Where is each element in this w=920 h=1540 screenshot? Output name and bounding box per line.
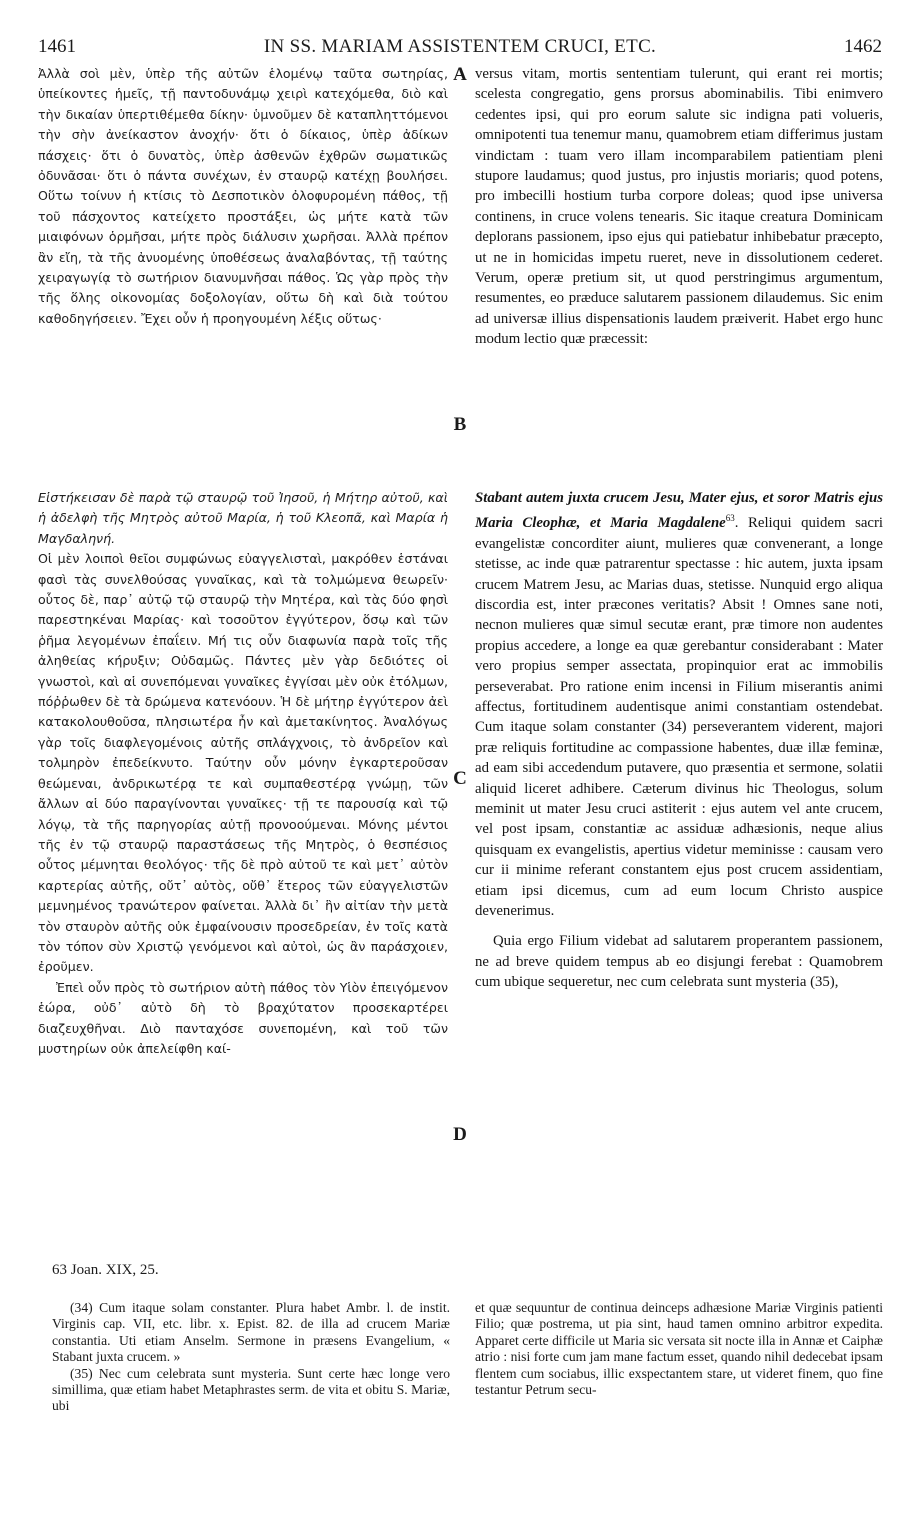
notes-right	[475, 1300, 883, 1398]
latin-column-top	[475, 64, 883, 350]
note-35: (35) Nec cum celebrata sunt mysteria. Sunt certe hæc longe vero simillima, quæ etiam habet Metaphrastes serm. de vita et obitu S. Mariæ, ubi	[52, 1365, 450, 1414]
page-number-right: 1462	[844, 36, 882, 57]
page-header	[38, 36, 882, 62]
greek-paragraph: Οἱ μὲν λοιποὶ θεῖοι συμφώνως εὐαγγελισταὶ, μακρόθεν ἑστάναι φασὶ τὰς συνελθούσας γυναῖκας, καὶ τὰ τολμώμενα θεωρεῖν· οὗτος δὲ, παρ᾽ αὐτῷ τῷ σταυρῷ τὴν Μητέρα, καὶ τὰς δύο φησὶ παρεστηκέναι Μαρίας· καὶ τοσοῦτον ἐγγύτερον, ὅσῳ καὶ τῶν ῥῆμα λεγομένων ἐπαΐειν. Μή τις οὖν διαφωνία παρὰ τοῖς τῆς ἀληθείας κήρυξιν; Οὐδαμῶς. Πάντες μὲν γὰρ δεδιότες οἱ γνωστοὶ, καὶ αἱ συνεπόμεναι γυναῖκες ἐγγίσαι μὲν οὐκ ἐτόλμων, πόῤῥωθεν δὲ τὰ δρώμενα κατενόουν. Ἡ δὲ μήτηρ ἐγγύτερον ἀεὶ κατακολουθοῦσα, πλησιωτέρα ἦν καὶ ἀμετακίνητος. Ἀναλόγως γὰρ τοῖς διαφλεγομένοις αὐτῆς σπλάγχνοις, τὸ ἀνδρεῖον καὶ τολμηρὸν ἐπεδείκνυτο. Ταύτην οὖν μόνην ἐγκαρτεροῦσαν θεώμεναι, ἀνδρικωτέρᾳ τε καὶ συμπαθεστέρᾳ γνώμῃ, τῶν ἄλλων αἱ δύο παραγίνονται γυναῖκες· τῇ τε παρουσίᾳ καὶ τῷ λόγῳ, τὰ τῆς παρηγορίας αὐτῇ προνοούμεναι. Μόνης μέντοι τῆς ἐν τῷ σταυρῷ παραστάσεως τῆς Μητρὸς, ὁ θεσπέσιος οὗτος μέμνηται θεολόγος· τῆς δὲ πρὸ αὐτοῦ τε καὶ μετ᾽ αὐτὸν καρτερίας αὐτῆς, οὔτ᾽ αὐτὸς, οὔθ᾽ ἕτερος τῶν εὐαγγελιστῶν μεμνημένος τρανώτερον φαίνεται. Ἀλλὰ δι᾽ ἣν αἰτίαν τὴν μετὰ τὸν σταυρὸν αὐτῆς οὐκ ἐμφαίνουσιν προσεδρείαν, ἐν τοῖς κατὰ τὸν τόπον σὺν Χριστῷ γενόμενοι καὶ αὐτοὶ, ὡς ἂν παράσχοιεν, ἐροῦμεν.	[38, 551, 448, 975]
greek-lemma: Εἱστήκεισαν δὲ παρὰ τῷ σταυρῷ τοῦ Ἰησοῦ, ἡ Μήτηρ αὐτοῦ, καὶ ἡ ἀδελφὴ τῆς Μητρὸς αὐτοῦ Μαρία, ἡ τοῦ Κλεοπᾶ, καὶ Μαρία ἡ Μαγδαληνή.	[38, 490, 448, 546]
section-marker-d: D	[453, 1124, 467, 1145]
latin-paragraph: versus vitam, mortis sententiam tulerunt, qui erant rei mortis; scelesta congregatio, gens prorsus abominabilis. Tibi enimvero cedentes ipsi, qui pro eorum salute sic indigna pati volueris, omnipotenti tua tenemur manu, quamobrem etiam differimus justam vindictam : tuam vero illam incomparabilem patientiam pleni stupore laudamus; quod justus, pro injustis moriaris; quod potens, pro imbecilli hostium turba corpore doleas; quod ipse universa continens, in cruce volens tenearis. Sic itaque creatura Dominicam deplorans passionem, ipso ejus qui patiebatur inhibebatur præcepto, ut ne in homicidas impetu rueret, neve in dissolutionem cederet. Verum, operæ pretium sit, ut quod perstringimus argumentum, resumentes, eo præduce salutarem passionem dilaudemus. Sic enim ad universæ illius dispensationis laudem præiverit. Habet ergo hunc modum lectio quæ præcessit:	[475, 66, 883, 348]
running-title: IN SS. MARIAM ASSISTENTEM CRUCI, ETC.	[263, 36, 657, 57]
section-marker-b: B	[453, 414, 467, 435]
footnote-ref-63: 63	[725, 513, 735, 524]
latin-paragraph: . Reliqui quidem sacri evangelistæ concorditer aiunt, mulieres quæ convenerant, a longe stetisse, ac inde quæ patrarentur spectasse : hic autem, juxta ipsam crucem Matrem Jesu, ac Marias duas, stetisse. Nunquid ergo aliqua discordia est, inter præcones veritatis? Absit ! Omnes sane noti, necnon mulieres quæ simul secutæ erant, præ timore non audentes propius accedere, a longe ea quæ gerebantur considerabant : Mater vero propius semper assectata, propinquior erat ac immobilis perseverabat. Pro ratione enim incensi in Filium miserantis animi affectus, fortitudinem audentisque animi constantiam ostendebat. Cum itaque solam constanter (34) perseverantem viderent, majori præ reliquis fortitudine ac compassione habentes, duæ illæ feminæ, ad eam sibi accedendum putavere, quo præsentia et sermone, solatii aliquid liceret adhibere. Cæterum divinus hic Theologus, solum meminit ut mater Jesu cruci astiterit : ejus autem vel ante crucem, vel post ipsam, constantiæ ac assiduæ adhæsionis, neque alius quisquam ex evangelistis, apertius videtur meminisse : causam vero cur ii minime referant constantem ejus post crucem assidentiam, etiam ipsi dicemus, cum ad eum locum Christo auspice devenerimus.	[475, 515, 884, 920]
scripture-footnote: 63 Joan. XIX, 25.	[52, 1262, 159, 1278]
page-number-left: 1461	[38, 36, 76, 57]
latin-column-main	[475, 488, 883, 993]
greek-column-main	[38, 488, 448, 1059]
section-marker-c: C	[453, 768, 467, 789]
greek-column-top	[38, 64, 448, 329]
latin-lemma: Stabant autem juxta crucem Jesu, Mater ejus, et soror Matris ejus Maria Cleophæ, et Maria Magdalene	[475, 490, 883, 532]
latin-paragraph: Quia ergo Filium videbat ad salutarem properantem passionem, ne ad breve quidem tempus ab eo disjungi ferebat : Quamobrem cum ubique sequeretur, nec cum celebrata sunt mysteria (35),	[475, 933, 883, 991]
greek-paragraph: Ἐπεὶ οὖν πρὸς τὸ σωτήριον αὐτὴ πάθος τὸν Υἱὸν ἐπειγόμενον ἑώρα, οὐδ᾽ αὐτὸ δὴ τὸ βραχύτατον προσεκαρτέρει διαζευχθῆναι. Διὸ πανταχόσε συνεπομένη, καὶ τοῦ τῶν μυστηρίων οὐκ ἀπελείφθη καί-	[38, 979, 448, 1056]
notes-left	[52, 1300, 450, 1415]
greek-paragraph: Ἀλλὰ σοὶ μὲν, ὑπὲρ τῆς αὐτῶν ἑλομένῳ ταῦτα σωτηρίας, ὑπείκοντες ἡμεῖς, τῇ παντοδυνάμῳ χειρὶ κατεχόμεθα, διὸ καὶ τὴν δικαίαν ὑπερτιθέμεθα δίκην· ὑμνοῦμεν δὲ καταπληττόμενοι τὴν σὴν ἀνείκαστον ἀνοχήν· ὅτι ὁ δίκαιος, ὑπὲρ ἀδίκων πάσχεις· ὅτι ὁ δυνατὸς, ὑπὲρ ἀσθενῶν ἐχθρῶν σωματικῶς ὀδυνᾶσαι· ὅτι ὁ πάντα συνέχων, ἐν σταυρῷ κατέχῃ βουλήσει. Οὕτω τοίνυν ἡ κτίσις τὸ Δεσποτικὸν ὀλοφυρομένη πάθος, τῇ τοῦ πάσχοντος κατείχετο προστάξει, ὡς μήτε κατὰ τῶν μιαιφόνων ὁρμῆσαι, μήτε πρὸς διάλυσιν χωρῆσαι. Ἀλλὰ πρέπον ἂν εἴη, τὰ τῆς ἀνυομένης ὑποθέσεως ἀναλαβόντας, τῇ ταύτης χειραγωγίᾳ τὸ σωτήριον διανυμνῆσαι πάθος. Ὡς γὰρ πρὸς τὴν τῆς ὅλης οἰκονομίας δοξολογίαν, οὕτω δὴ καὶ διὰ τούτου καθοδηγήσειεν. Ἔχει οὖν ἡ προηγουμένη λέξις οὕτως·	[38, 66, 448, 326]
section-marker-a: A	[453, 64, 467, 85]
latin-lemma-paragraph	[475, 488, 883, 921]
note-continuation: et quæ sequuntur de continua deinceps adhæsione Mariæ Virginis patienti Filio; quæ postrema, ut pia sint, haud tamen omnino arbitror expedita. Apparet certe difficile ut Maria sic versata sit nocte illa in Annæ et Caiphæ atrio : nisi forte cum jam mane factum esset, quando nihil dedecebat ipsam flentem cum sociabus, illic exspectantem stare, ut videret finem, quo fine testantur Petrum secu-	[475, 1300, 883, 1398]
note-34: (34) Cum itaque solam constanter. Plura habet Ambr. l. de instit. Virginis cap. VII, etc. libr. x. Epist. 82. de illa ad crucem Mariæ constantia. Uti etiam Anselm. Sermone in præsens Evangelium, « Stabant juxta crucem. »	[52, 1300, 450, 1365]
